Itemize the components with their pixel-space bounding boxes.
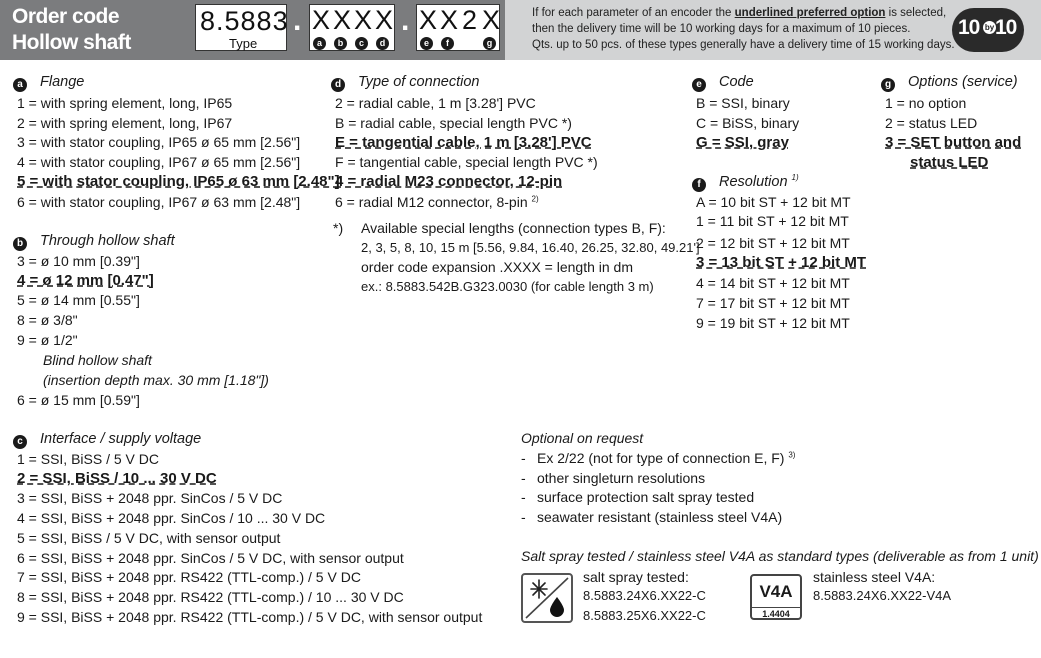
badge-right: 10 — [995, 16, 1017, 39]
circle-b-icon: b — [334, 37, 347, 50]
circle-c-icon: c — [355, 37, 368, 50]
code-dot: . — [401, 4, 410, 37]
optional-item: surface protection salt spray tested — [537, 489, 755, 505]
code-dot: . — [293, 4, 302, 37]
shaft-title: Through hollow shaft — [40, 233, 175, 249]
preferred-option-text: underlined preferred option — [734, 7, 886, 19]
header-title-line2: Hollow shaft — [12, 31, 131, 54]
connection-item: 6 = radial M12 connector, 8-pin $^{2)}$ — [335, 194, 539, 210]
footnote-line: order code expansion .XXXX = length in dm — [361, 259, 634, 275]
code-title: Code — [719, 74, 754, 90]
interface-item: 4 = SSI, BiSS + 2048 ppr. SinCos / 10 ... 30 V DC — [17, 510, 326, 526]
code-item: B = SSI, binary — [696, 95, 790, 111]
optional-item: other singleturn resolutions — [537, 470, 706, 486]
circle-g-icon: g — [483, 37, 496, 50]
circle-a-icon: a — [313, 37, 326, 50]
code-x-g: X — [482, 5, 501, 35]
footnote-ref: 3) — [788, 450, 796, 460]
code-heading — [692, 74, 754, 91]
shaft-item: 6 = ø 15 mm [0.59"] — [17, 392, 140, 408]
flange-item: 1 = with spring element, long, IP65 — [17, 95, 233, 111]
resolution-item: 2 = 12 bit ST + 12 bit MT — [696, 235, 850, 251]
connection-item: B = radial cable, special length PVC *) — [335, 115, 572, 131]
options-title: Options (service) — [908, 74, 1018, 90]
resolution-item: 9 = 19 bit ST + 12 bit MT — [696, 315, 850, 331]
circle-b-icon: b — [13, 237, 27, 251]
optional-title: Optional on request — [521, 430, 644, 446]
salt-code: 8.5883.24X6.XX22-C — [583, 588, 706, 603]
options-item-preferred: 3 = SET button and — [885, 134, 1022, 151]
code-x-d: X — [375, 5, 394, 35]
footnote-line: ex.: 8.5883.542B.G323.0030 (for cable length 3 m) — [361, 279, 654, 294]
badge-left: 10 — [958, 16, 980, 39]
connection-item-preferred: E = tangential cable, 1 m [3.28'] PVC — [335, 134, 592, 151]
resolution-item: 7 = 17 bit ST + 12 bit MT — [696, 295, 850, 311]
salt-spray-symbol — [523, 575, 571, 621]
resolution-item: 1 = 11 bit ST + 12 bit MT — [696, 213, 849, 229]
shaft-item: 8 = ø 3/8" — [17, 312, 78, 328]
connection-item: F = tangential cable, special length PVC *) — [335, 154, 598, 170]
optional-dash: - — [521, 450, 526, 466]
interface-heading — [13, 431, 201, 448]
circle-e-icon: e — [420, 37, 433, 50]
v4a-steel-icon — [750, 574, 802, 620]
circle-g-icon: g — [881, 78, 895, 92]
options-heading — [881, 74, 1018, 91]
footnote-line: Available special lengths (connection types B, F): — [361, 220, 666, 236]
options-item: 1 = no option — [885, 95, 967, 111]
code-prefix: 8.5883 — [200, 6, 289, 36]
flange-item-preferred: 5 = with stator coupling, IP65 ø 63 mm [2.48"] — [17, 173, 340, 190]
flange-item: 4 = with stator coupling, IP67 ø 65 mm [2.56"] — [17, 154, 301, 170]
code-prefix-box — [195, 4, 287, 51]
v4a-label: V4A — [759, 582, 793, 601]
order-code-block — [192, 0, 505, 60]
connection-heading — [331, 74, 479, 91]
interface-title: Interface / supply voltage — [40, 431, 202, 447]
connection-item: 2 = radial cable, 1 m [3.28'] PVC — [335, 95, 536, 111]
code-x-e: X — [419, 5, 438, 35]
flange-item: 6 = with stator coupling, IP67 ø 63 mm [2.48"] — [17, 194, 301, 210]
shaft-item: 3 = ø 10 mm [0.39"] — [17, 253, 140, 269]
flange-item: 3 = with stator coupling, IP65 ø 65 mm [2.56"] — [17, 134, 301, 150]
resolution-item-preferred: 3 = 13 bit ST + 12 bit MT — [696, 254, 867, 271]
code-item-preferred: G = SSI, gray — [696, 134, 789, 151]
options-item: 2 = status LED — [885, 115, 978, 131]
salt-title: Salt spray tested / stainless steel V4A as standard types (deliverable as from 1 unit) — [521, 548, 1039, 564]
resolution-item: 4 = 14 bit ST + 12 bit MT — [696, 275, 850, 291]
shaft-item-preferred: 4 = ø 12 mm [0.47"] — [17, 272, 154, 289]
shaft-item: 5 = ø 14 mm [0.55"] — [17, 292, 140, 308]
blind-shaft-title: Blind hollow shaft — [43, 352, 152, 368]
v4a-number: 1.4404 — [752, 607, 800, 619]
steel-code: 8.5883.24X6.XX22-V4A — [813, 588, 952, 603]
circle-f-icon: f — [441, 37, 454, 50]
resolution-item: A = 10 bit ST + 12 bit MT — [696, 194, 851, 210]
footnote-ref: 2) — [531, 194, 539, 204]
delivery-note-line3: Qts. up to 50 pcs. of these types generally have a delivery time of 15 working days. — [532, 39, 955, 51]
circle-e-icon: e — [692, 78, 706, 92]
circle-f-icon: f — [692, 178, 706, 192]
delivery-note-line1: If for each parameter of an encoder the underlined preferred option is selected, — [532, 7, 947, 19]
code-two: 2 — [462, 5, 478, 35]
optional-dash: - — [521, 509, 526, 525]
code-x-b: X — [333, 5, 352, 35]
badge-by: by — [984, 23, 995, 32]
circle-a-icon: a — [13, 78, 27, 92]
interface-item: 3 = SSI, BiSS + 2048 ppr. SinCos / 5 V DC — [17, 490, 283, 506]
optional-dash: - — [521, 470, 526, 486]
footnote-mark: *) — [333, 220, 344, 236]
10-by-10-badge — [952, 8, 1024, 52]
type-label: Type — [229, 36, 258, 51]
blind-shaft-note: (insertion depth max. 30 mm [1.18"]) — [43, 372, 269, 388]
shaft-item: 9 = ø 1/2" — [17, 332, 78, 348]
interface-item: 9 = SSI, BiSS + 2048 ppr. RS422 (TTL-comp.) / 5 V DC, with sensor output — [17, 609, 483, 625]
header-title-block — [0, 0, 192, 60]
flange-item: 2 = with spring element, long, IP67 — [17, 115, 233, 131]
interface-item: 1 = SSI, BiSS / 5 V DC — [17, 451, 160, 467]
code-x-a: X — [312, 5, 331, 35]
interface-item: 6 = SSI, BiSS + 2048 ppr. SinCos / 5 V DC, with sensor output — [17, 550, 404, 566]
options-item-preferred-cont: status LED — [910, 154, 989, 171]
shaft-heading — [13, 233, 175, 250]
optional-dash: - — [521, 489, 526, 505]
interface-item-preferred: 2 = SSI, BiSS / 10 ... 30 V DC — [17, 470, 217, 487]
optional-item: Ex 2/22 (not for type of connection E, F) $^{3)}$ — [537, 450, 796, 466]
resolution-heading — [692, 173, 799, 191]
flange-title: Flange — [40, 74, 85, 90]
salt-spray-icon — [521, 573, 573, 623]
salt-label: salt spray tested: — [583, 569, 689, 585]
footnote-ref: 1) — [791, 173, 799, 182]
circle-d-icon: d — [376, 37, 389, 50]
interface-item: 5 = SSI, BiSS / 5 V DC, with sensor output — [17, 530, 281, 546]
code-item: C = BiSS, binary — [696, 115, 800, 131]
circle-c-icon: c — [13, 435, 27, 449]
steel-label: stainless steel V4A: — [813, 569, 936, 585]
delivery-note-line2: then the delivery time will be 10 working days for a maximum of 10 pieces. — [532, 23, 911, 35]
flange-heading — [13, 74, 84, 91]
optional-item: seawater resistant (stainless steel V4A) — [537, 509, 783, 525]
circle-d-icon: d — [331, 78, 345, 92]
interface-item: 7 = SSI, BiSS + 2048 ppr. RS422 (TTL-comp.) / 5 V DC — [17, 569, 361, 585]
salt-code: 8.5883.25X6.XX22-C — [583, 608, 706, 623]
code-x-f: X — [440, 5, 459, 35]
connection-item-preferred: 4 = radial M23 connector, 12-pin — [335, 173, 563, 190]
connection-title: Type of connection — [358, 74, 480, 90]
resolution-title: Resolution — [719, 173, 788, 190]
interface-item: 8 = SSI, BiSS + 2048 ppr. RS422 (TTL-comp.) / 10 ... 30 V DC — [17, 589, 404, 605]
header-title-line1: Order code — [12, 5, 120, 28]
code-x-c: X — [354, 5, 373, 35]
footnote-line: 2, 3, 5, 8, 10, 15 m [5.56, 9.84, 16.40, 26.25, 32.80, 49.21'] — [361, 240, 700, 255]
